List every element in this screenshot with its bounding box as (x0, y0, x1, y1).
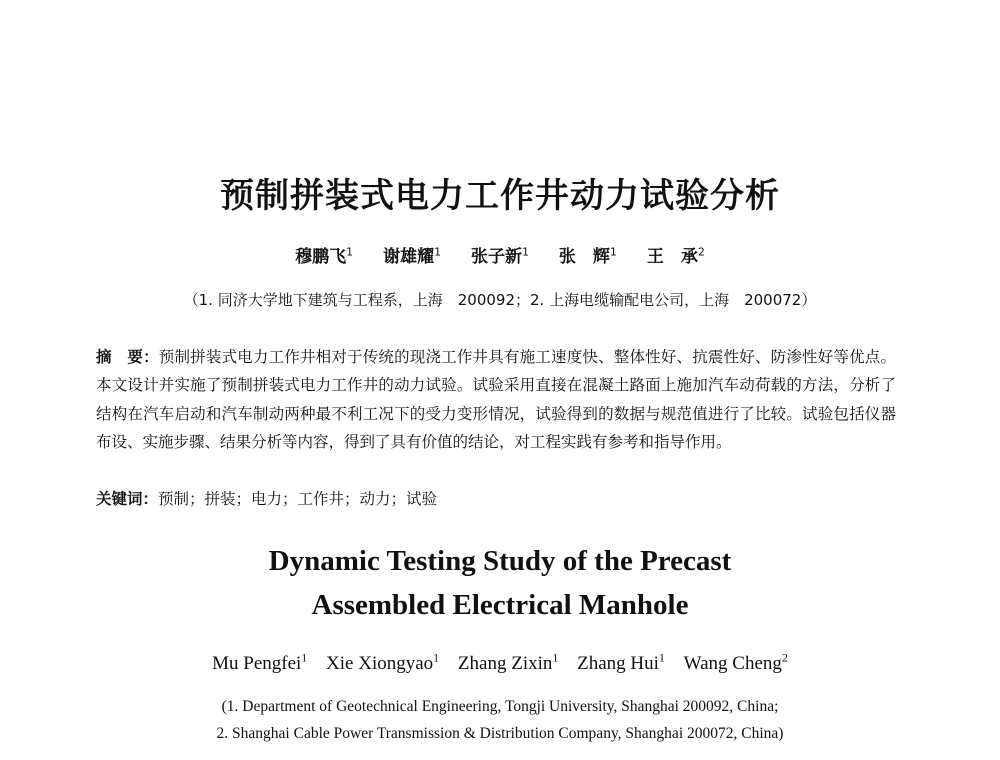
affiliation-mark: 1 (346, 245, 354, 259)
affiliation-mark: 1 (301, 651, 308, 665)
chinese-author (295, 247, 353, 267)
author-name: 穆鹏飞 (295, 247, 347, 267)
chinese-affiliations: （1. 同济大学地下建筑与工程系，上海 200092；2. 上海电缆输配电公司，上海 200072） (183, 291, 817, 309)
english-title-line-2: Assembled Electrical Manhole (311, 589, 689, 621)
author-name: 王 承 (646, 247, 698, 267)
author-name: 谢雄耀 (383, 247, 435, 267)
affiliation-mark: 1 (434, 245, 442, 259)
chinese-abstract (96, 343, 896, 457)
author-name: Zhang Zixin (457, 653, 553, 675)
keywords-text: 预制；拼装；电力；工作井；动力；试验 (158, 490, 438, 508)
author-name: 张 辉 (558, 247, 610, 267)
abstract-text: 预制拼装式电力工作井相对于传统的现浇工作井具有施工速度快、整体性好、抗震性好、防渗性好等优点。本文设计并实施了预制拼装式电力工作井的动力试验。试验采用直接在混凝土路面上施加汽车动荷载的方法，分析了结构在汽车启动和汽车制动两种最不利工况下的受力变形情况，试验得到的数据与规范值进行了比较。试验包括仪器布设、实施步骤、结果分析等内容，得到了具有价值的结论，对工程实践有参考和指导作用。 (96, 348, 896, 452)
english-author (458, 653, 558, 674)
affiliation-mark: 2 (697, 245, 705, 259)
english-title-line-1: Dynamic Testing Study of the Precast (268, 545, 732, 577)
chinese-author (559, 247, 617, 267)
english-author-list (0, 651, 1000, 675)
chinese-keywords (96, 485, 896, 513)
english-title (0, 539, 1000, 627)
chinese-author (647, 247, 705, 267)
affiliation-mark: 1 (433, 651, 440, 665)
keywords-label: 关键词： (96, 490, 159, 508)
chinese-author-list (0, 242, 1000, 267)
english-author (326, 653, 439, 674)
affiliation-mark: 1 (552, 651, 559, 665)
author-name: Zhang Hui (577, 653, 659, 675)
affiliation-mark: 1 (658, 651, 665, 665)
chinese-title: 预制拼装式电力工作井动力试验分析 (220, 176, 780, 216)
abstract-label: 摘 要： (96, 348, 159, 366)
affiliation-mark: 1 (522, 245, 529, 259)
affiliation-mark: 1 (609, 245, 617, 259)
english-affiliation-line-2: 2. Shanghai Cable Power Transmission & Distribution Company, Shanghai 200072, China) (216, 725, 784, 742)
chinese-author (383, 247, 441, 267)
author-name: 张子新 (471, 247, 522, 267)
english-affiliation-line-1: (1. Department of Geotechnical Engineering, Tongji University, Shanghai 200092, China; (221, 698, 779, 715)
affiliation-mark: 2 (781, 651, 788, 665)
author-name: Mu Pengfei (212, 653, 302, 675)
english-author (684, 653, 788, 674)
english-author (212, 653, 307, 674)
author-name: Wang Cheng (683, 653, 782, 675)
author-name: Xie Xiongyao (326, 653, 434, 675)
chinese-author (471, 247, 529, 267)
english-affiliations (0, 693, 1000, 747)
english-author (577, 653, 665, 674)
